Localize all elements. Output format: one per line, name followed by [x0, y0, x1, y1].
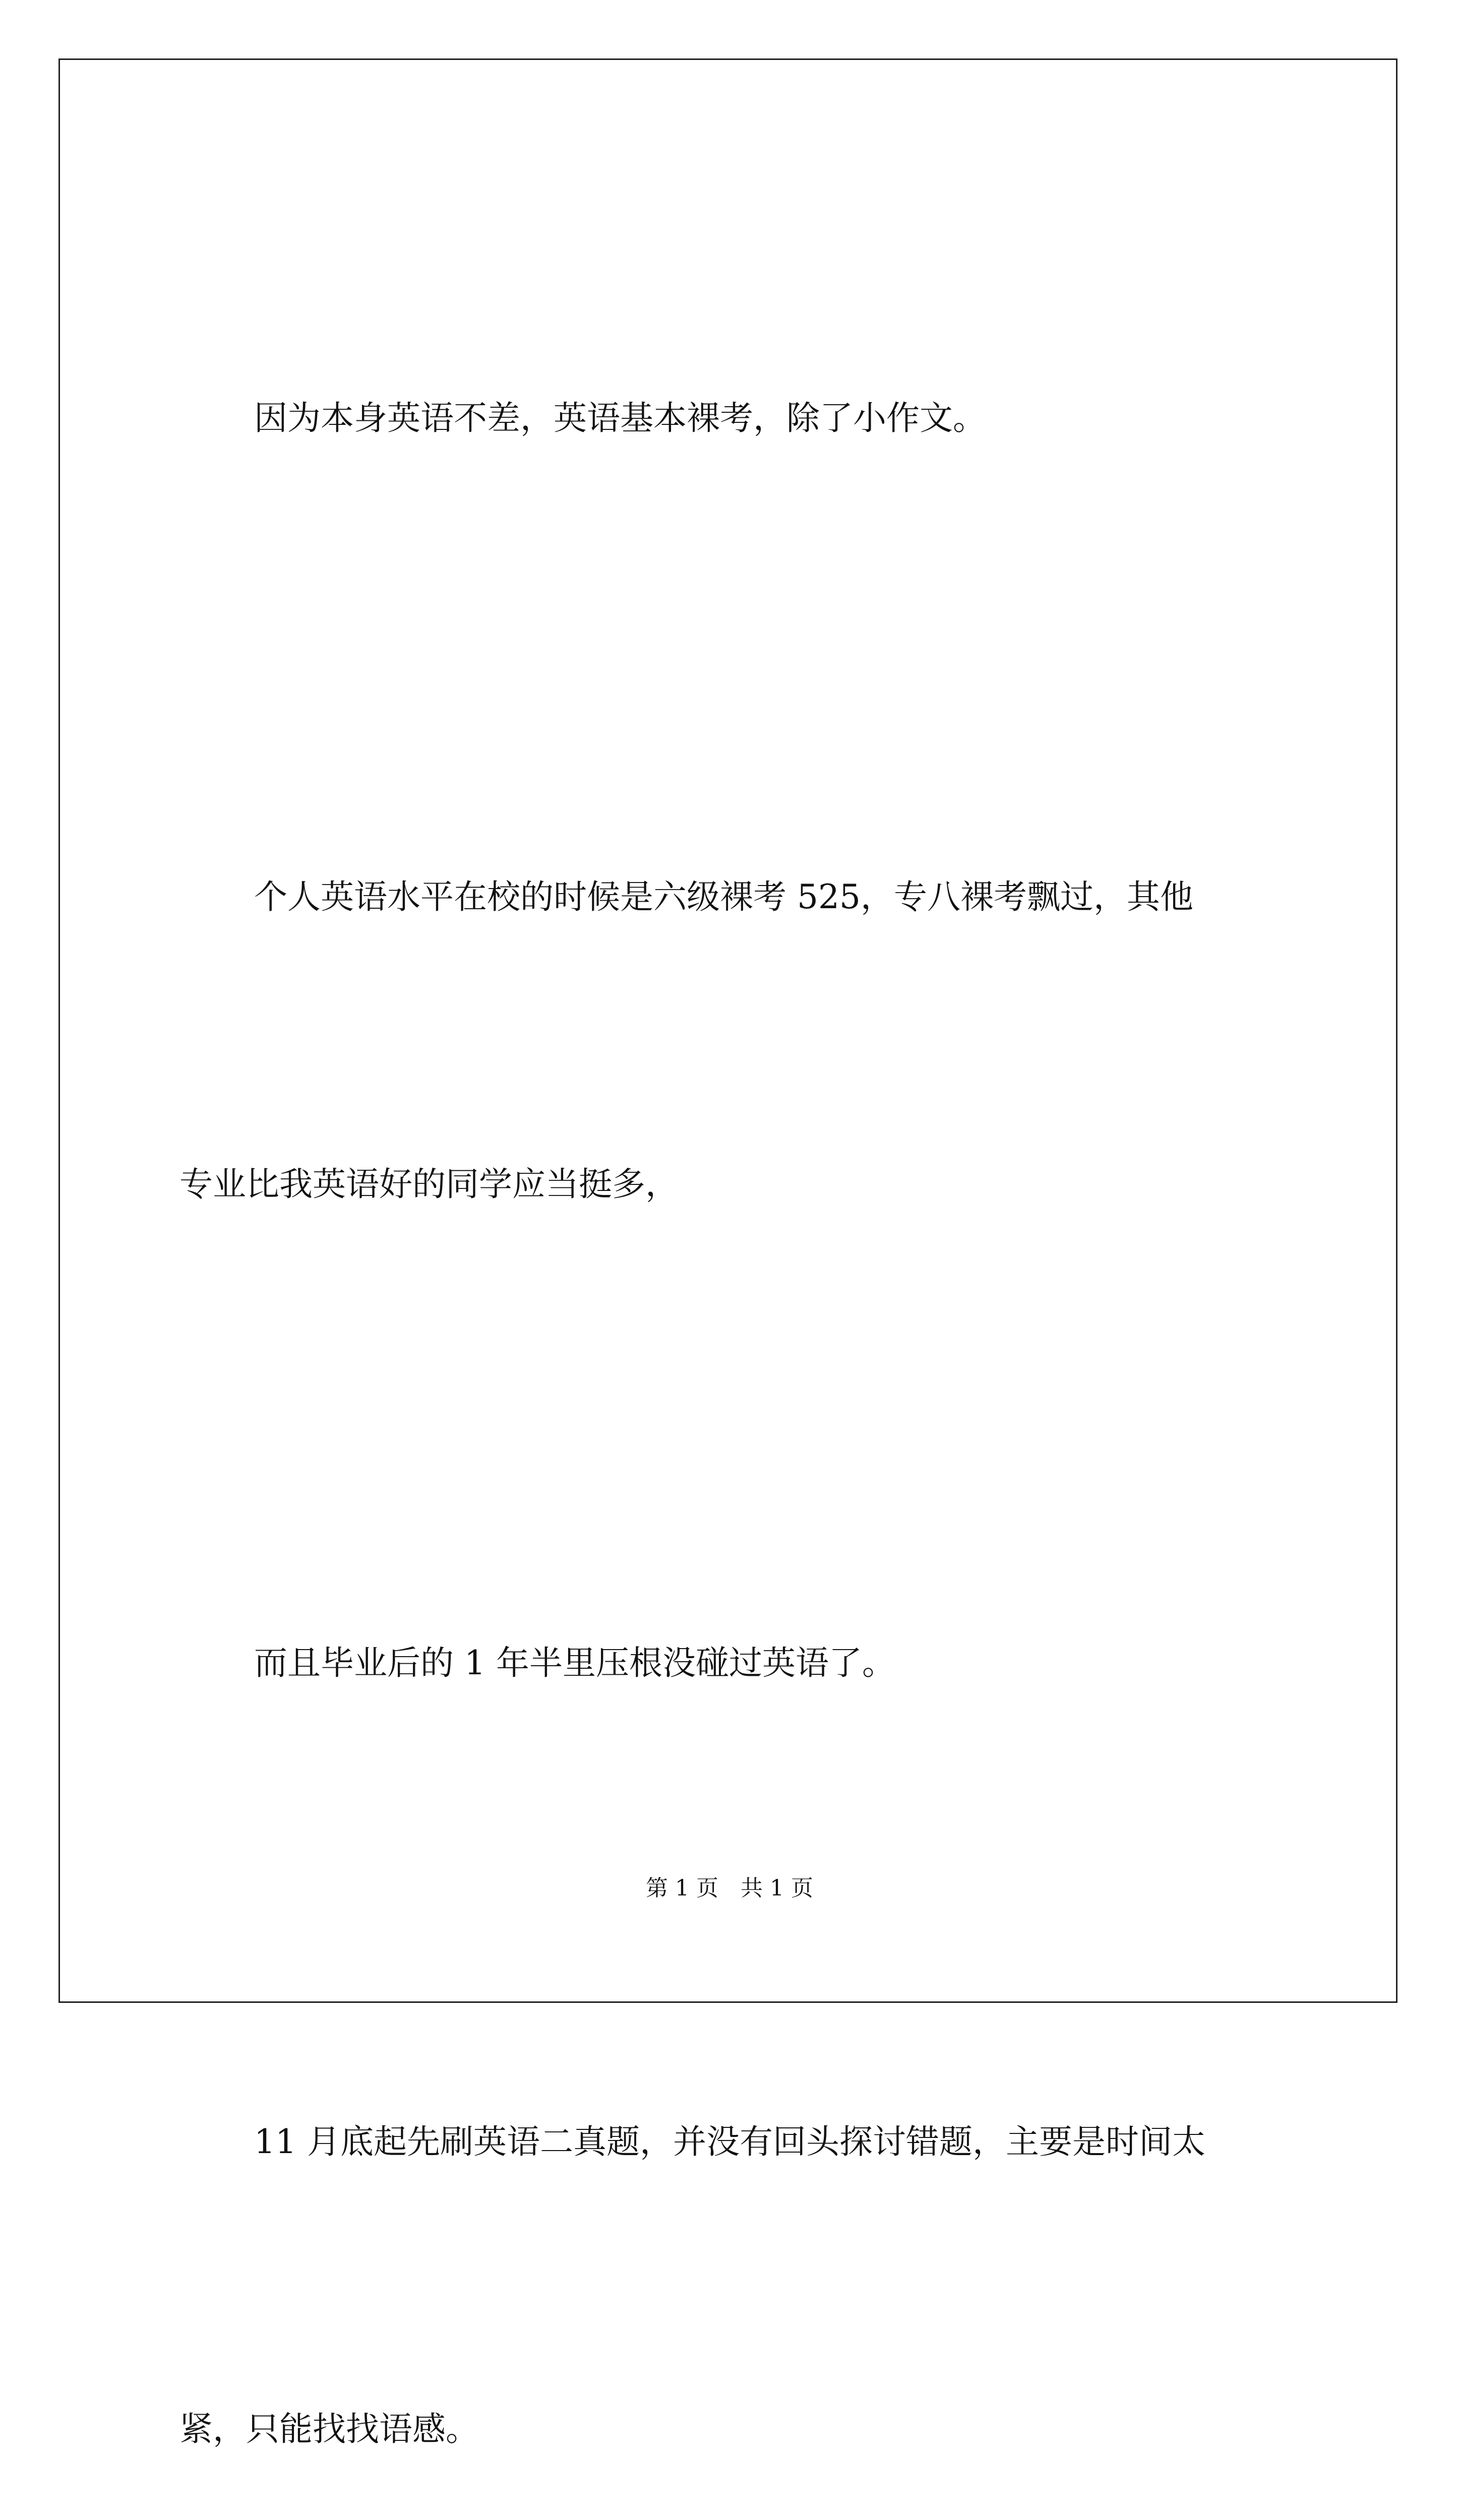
document-body	[179, 179, 1289, 2520]
text-line: 专业比我英语好的同学应当挺多，	[179, 1165, 679, 1204]
paragraph	[179, 1424, 1289, 1903]
paragraph	[179, 658, 1289, 1424]
page-number-footer: 第 1 页 共 1 页	[646, 1875, 813, 1901]
text-line: 而且毕业后的 1 年半里压根没碰过英语了。	[254, 1644, 895, 1682]
text-line: 个人英语水平在校的时候是六级裸考 525，专八裸考飘过，其他	[254, 877, 1193, 916]
paragraph	[179, 1903, 1289, 2520]
paragraph	[179, 179, 1289, 658]
text-line: 因为本身英语不差，英语基本裸考，除了小作文。	[254, 399, 986, 437]
text-line: 11 月底起先刷英语二真题，并没有回头探讨错题，主要是时间太	[254, 2122, 1205, 2161]
text-line: 紧，只能找找语感。	[179, 2410, 479, 2448]
